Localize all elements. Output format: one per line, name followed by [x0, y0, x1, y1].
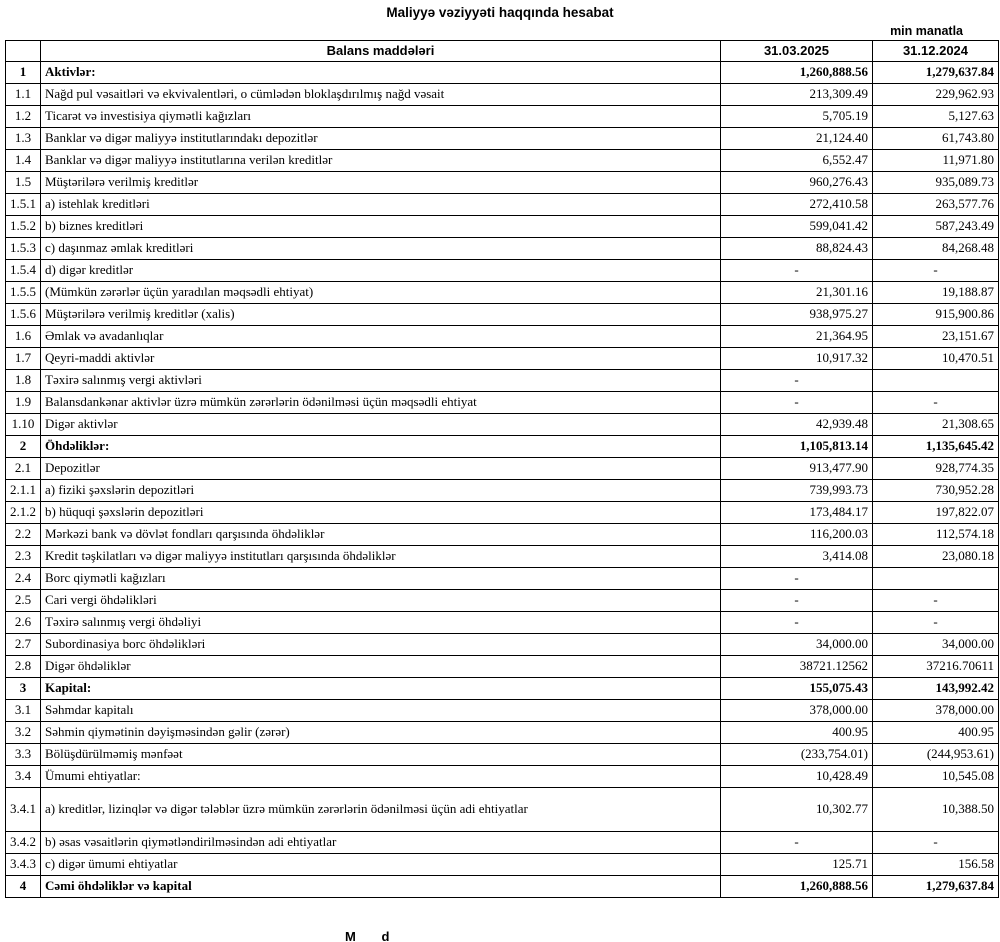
row-label: Müştərilərə verilmiş kreditlər	[41, 172, 721, 194]
value-31-03-2025: 599,041.42	[721, 216, 873, 238]
unit-note: min manatla	[890, 24, 963, 38]
value-31-12-2024: 730,952.28	[873, 480, 999, 502]
row-num: 1	[6, 62, 41, 84]
table-row	[6, 392, 999, 414]
value-31-12-2024: 378,000.00	[873, 700, 999, 722]
table-row	[6, 128, 999, 150]
value-31-03-2025: 10,428.49	[721, 766, 873, 788]
row-num: 1.1	[6, 84, 41, 106]
row-label: b) hüquqi şəxslərin depozitləri	[41, 502, 721, 524]
row-label: Digər öhdəliklər	[41, 656, 721, 678]
table-row	[6, 590, 999, 612]
table-row	[6, 876, 999, 898]
value-31-03-2025: 938,975.27	[721, 304, 873, 326]
value-31-03-2025: 1,260,888.56	[721, 876, 873, 898]
row-num: 1.5.2	[6, 216, 41, 238]
value-31-03-2025: 42,939.48	[721, 414, 873, 436]
table-row	[6, 524, 999, 546]
row-label: Qeyri-maddi aktivlər	[41, 348, 721, 370]
row-label: Subordinasiya borc öhdəlikləri	[41, 634, 721, 656]
row-num: 1.5	[6, 172, 41, 194]
value-31-12-2024: 10,388.50	[873, 788, 999, 832]
value-31-12-2024: 935,089.73	[873, 172, 999, 194]
row-label: Səhmdar kapitalı	[41, 700, 721, 722]
row-num: 1.5.4	[6, 260, 41, 282]
table-row	[6, 766, 999, 788]
value-31-12-2024: 928,774.35	[873, 458, 999, 480]
row-label: Əmlak və avadanlıqlar	[41, 326, 721, 348]
row-label: b) biznes kreditləri	[41, 216, 721, 238]
row-label: Öhdəliklər:	[41, 436, 721, 458]
row-label: Müştərilərə verilmiş kreditlər (xalis)	[41, 304, 721, 326]
table-row	[6, 282, 999, 304]
row-num: 1.8	[6, 370, 41, 392]
table-row	[6, 612, 999, 634]
header-num-cell	[6, 41, 41, 62]
header-date-2024: 31.12.2024	[873, 41, 999, 62]
value-31-12-2024	[873, 370, 999, 392]
row-label: Digər aktivlər	[41, 414, 721, 436]
footer-partial-text	[345, 929, 485, 941]
row-label: Balansdankənar aktivlər üzrə mümkün zərərlərin ödənilməsi üçün məqsədli ehtiyat	[41, 392, 721, 414]
table-row	[6, 348, 999, 370]
row-label: a) istehlak kreditləri	[41, 194, 721, 216]
table-row	[6, 832, 999, 854]
value-31-03-2025: -	[721, 612, 873, 634]
value-31-12-2024	[873, 568, 999, 590]
table-row	[6, 414, 999, 436]
row-num: 2.7	[6, 634, 41, 656]
value-31-03-2025: 155,075.43	[721, 678, 873, 700]
row-num: 1.9	[6, 392, 41, 414]
value-31-12-2024: -	[873, 590, 999, 612]
row-label: Kredit təşkilatları və digər maliyyə institutları qarşısında öhdəliklər	[41, 546, 721, 568]
table-row	[6, 568, 999, 590]
table-row	[6, 744, 999, 766]
row-num: 2.5	[6, 590, 41, 612]
value-31-03-2025: (233,754.01)	[721, 744, 873, 766]
value-31-03-2025: 400.95	[721, 722, 873, 744]
value-31-03-2025: 34,000.00	[721, 634, 873, 656]
table-row	[6, 106, 999, 128]
row-num: 1.6	[6, 326, 41, 348]
table-row	[6, 788, 999, 832]
row-label: c) digər ümumi ehtiyatlar	[41, 854, 721, 876]
table-header-row	[6, 41, 999, 62]
value-31-03-2025: 913,477.90	[721, 458, 873, 480]
table-row	[6, 304, 999, 326]
row-label: (Mümkün zərərlər üçün yaradılan məqsədli ehtiyat)	[41, 282, 721, 304]
row-label: Mərkəzi bank və dövlət fondları qarşısında öhdəliklər	[41, 524, 721, 546]
value-31-12-2024: 11,971.80	[873, 150, 999, 172]
value-31-12-2024: -	[873, 832, 999, 854]
row-label: b) əsas vəsaitlərin qiymətləndirilməsindən adi ehtiyatlar	[41, 832, 721, 854]
row-label: Təxirə salınmış vergi öhdəliyi	[41, 612, 721, 634]
row-num: 1.5.1	[6, 194, 41, 216]
value-31-12-2024: 10,470.51	[873, 348, 999, 370]
value-31-12-2024: 5,127.63	[873, 106, 999, 128]
row-num: 1.7	[6, 348, 41, 370]
value-31-03-2025: 378,000.00	[721, 700, 873, 722]
row-label: Nağd pul vəsaitləri və ekvivalentləri, o cümlədən bloklaşdırılmış nağd vəsait	[41, 84, 721, 106]
table-row	[6, 62, 999, 84]
row-num: 3.4	[6, 766, 41, 788]
table-row	[6, 700, 999, 722]
value-31-12-2024: 1,135,645.42	[873, 436, 999, 458]
value-31-03-2025: -	[721, 590, 873, 612]
table-row	[6, 634, 999, 656]
value-31-03-2025: 116,200.03	[721, 524, 873, 546]
value-31-03-2025: 739,993.73	[721, 480, 873, 502]
value-31-12-2024: 23,080.18	[873, 546, 999, 568]
table-row	[6, 458, 999, 480]
value-31-12-2024: 587,243.49	[873, 216, 999, 238]
row-label: Banklar və digər maliyyə institutlarındakı depozitlər	[41, 128, 721, 150]
row-label: c) daşınmaz əmlak kreditləri	[41, 238, 721, 260]
value-31-12-2024: (244,953.61)	[873, 744, 999, 766]
value-31-03-2025: 21,301.16	[721, 282, 873, 304]
value-31-03-2025: -	[721, 392, 873, 414]
row-num: 2	[6, 436, 41, 458]
row-num: 2.3	[6, 546, 41, 568]
value-31-12-2024: 37216.70611	[873, 656, 999, 678]
table-row	[6, 238, 999, 260]
value-31-03-2025: 6,552.47	[721, 150, 873, 172]
row-num: 3.4.1	[6, 788, 41, 832]
row-num: 3.4.2	[6, 832, 41, 854]
row-num: 1.3	[6, 128, 41, 150]
value-31-12-2024: 61,743.80	[873, 128, 999, 150]
row-num: 2.1	[6, 458, 41, 480]
table-row	[6, 150, 999, 172]
value-31-12-2024: 21,308.65	[873, 414, 999, 436]
table-row	[6, 370, 999, 392]
row-label: Cəmi öhdəliklər və kapital	[41, 876, 721, 898]
row-label: Bölüşdürülməmiş mənfəət	[41, 744, 721, 766]
value-31-03-2025: -	[721, 568, 873, 590]
financial-statement-page	[0, 5, 1000, 941]
value-31-12-2024: 263,577.76	[873, 194, 999, 216]
value-31-03-2025: -	[721, 370, 873, 392]
row-num: 1.10	[6, 414, 41, 436]
value-31-03-2025: -	[721, 832, 873, 854]
value-31-12-2024: 915,900.86	[873, 304, 999, 326]
table-row	[6, 436, 999, 458]
value-31-03-2025: 1,105,813.14	[721, 436, 873, 458]
row-num: 3	[6, 678, 41, 700]
value-31-03-2025: 38721.12562	[721, 656, 873, 678]
footer-partial-label: M d	[345, 929, 390, 941]
value-31-12-2024: 143,992.42	[873, 678, 999, 700]
value-31-12-2024: 229,962.93	[873, 84, 999, 106]
row-num: 1.4	[6, 150, 41, 172]
value-31-12-2024: 19,188.87	[873, 282, 999, 304]
value-31-03-2025: 10,917.32	[721, 348, 873, 370]
row-label: Ticarət və investisiya qiymətli kağızları	[41, 106, 721, 128]
row-num: 1.5.5	[6, 282, 41, 304]
row-label: Təxirə salınmış vergi aktivləri	[41, 370, 721, 392]
row-num: 2.1.1	[6, 480, 41, 502]
table-row	[6, 326, 999, 348]
value-31-12-2024: -	[873, 260, 999, 282]
row-num: 2.8	[6, 656, 41, 678]
value-31-03-2025: -	[721, 260, 873, 282]
table-row	[6, 854, 999, 876]
row-label: Banklar və digər maliyyə institutlarına verilən kreditlər	[41, 150, 721, 172]
header-label-cell: Balans maddələri	[41, 41, 721, 62]
row-label: Kapital:	[41, 678, 721, 700]
table-row	[6, 502, 999, 524]
value-31-12-2024: -	[873, 392, 999, 414]
table-row	[6, 216, 999, 238]
row-num: 2.1.2	[6, 502, 41, 524]
table-row	[6, 656, 999, 678]
row-label: Aktivlər:	[41, 62, 721, 84]
row-num: 1.5.3	[6, 238, 41, 260]
value-31-12-2024: 1,279,637.84	[873, 62, 999, 84]
row-num: 2.4	[6, 568, 41, 590]
row-num: 1.5.6	[6, 304, 41, 326]
value-31-03-2025: 3,414.08	[721, 546, 873, 568]
row-num: 3.3	[6, 744, 41, 766]
row-label: a) kreditlər, lizinqlər və digər tələblər üzrə mümkün zərərlərin ödənilməsi üçün adi ehtiyatlar	[41, 788, 721, 832]
value-31-03-2025: 10,302.77	[721, 788, 873, 832]
value-31-03-2025: 125.71	[721, 854, 873, 876]
value-31-03-2025: 960,276.43	[721, 172, 873, 194]
value-31-12-2024: 84,268.48	[873, 238, 999, 260]
row-num: 1.2	[6, 106, 41, 128]
header-date-2025: 31.03.2025	[721, 41, 873, 62]
value-31-12-2024: 10,545.08	[873, 766, 999, 788]
value-31-03-2025: 5,705.19	[721, 106, 873, 128]
row-label: d) digər kreditlər	[41, 260, 721, 282]
table-row	[6, 722, 999, 744]
row-num: 3.4.3	[6, 854, 41, 876]
row-label: Depozitlər	[41, 458, 721, 480]
table-row	[6, 480, 999, 502]
table-row	[6, 172, 999, 194]
value-31-03-2025: 21,124.40	[721, 128, 873, 150]
row-label: Borc qiymətli kağızları	[41, 568, 721, 590]
value-31-03-2025: 88,824.43	[721, 238, 873, 260]
table-row	[6, 84, 999, 106]
row-label: a) fiziki şəxslərin depozitləri	[41, 480, 721, 502]
row-num: 3.2	[6, 722, 41, 744]
value-31-12-2024: 156.58	[873, 854, 999, 876]
value-31-12-2024: 112,574.18	[873, 524, 999, 546]
table-row	[6, 546, 999, 568]
table-body	[6, 62, 999, 898]
table-row	[6, 260, 999, 282]
value-31-12-2024: 197,822.07	[873, 502, 999, 524]
value-31-12-2024: 400.95	[873, 722, 999, 744]
page-title: Maliyyə vəziyyəti haqqında hesabat	[386, 5, 614, 20]
value-31-12-2024: 1,279,637.84	[873, 876, 999, 898]
value-31-03-2025: 1,260,888.56	[721, 62, 873, 84]
row-num: 2.6	[6, 612, 41, 634]
value-31-03-2025: 213,309.49	[721, 84, 873, 106]
row-num: 2.2	[6, 524, 41, 546]
row-label: Səhmin qiymətinin dəyişməsindən gəlir (zərər)	[41, 722, 721, 744]
table-row	[6, 194, 999, 216]
balance-sheet-table	[5, 40, 999, 898]
row-num: 3.1	[6, 700, 41, 722]
table-row	[6, 678, 999, 700]
value-31-12-2024: -	[873, 612, 999, 634]
value-31-03-2025: 21,364.95	[721, 326, 873, 348]
row-label: Ümumi ehtiyatlar:	[41, 766, 721, 788]
value-31-03-2025: 272,410.58	[721, 194, 873, 216]
value-31-12-2024: 34,000.00	[873, 634, 999, 656]
value-31-12-2024: 23,151.67	[873, 326, 999, 348]
row-num: 4	[6, 876, 41, 898]
row-label: Cari vergi öhdəlikləri	[41, 590, 721, 612]
value-31-03-2025: 173,484.17	[721, 502, 873, 524]
